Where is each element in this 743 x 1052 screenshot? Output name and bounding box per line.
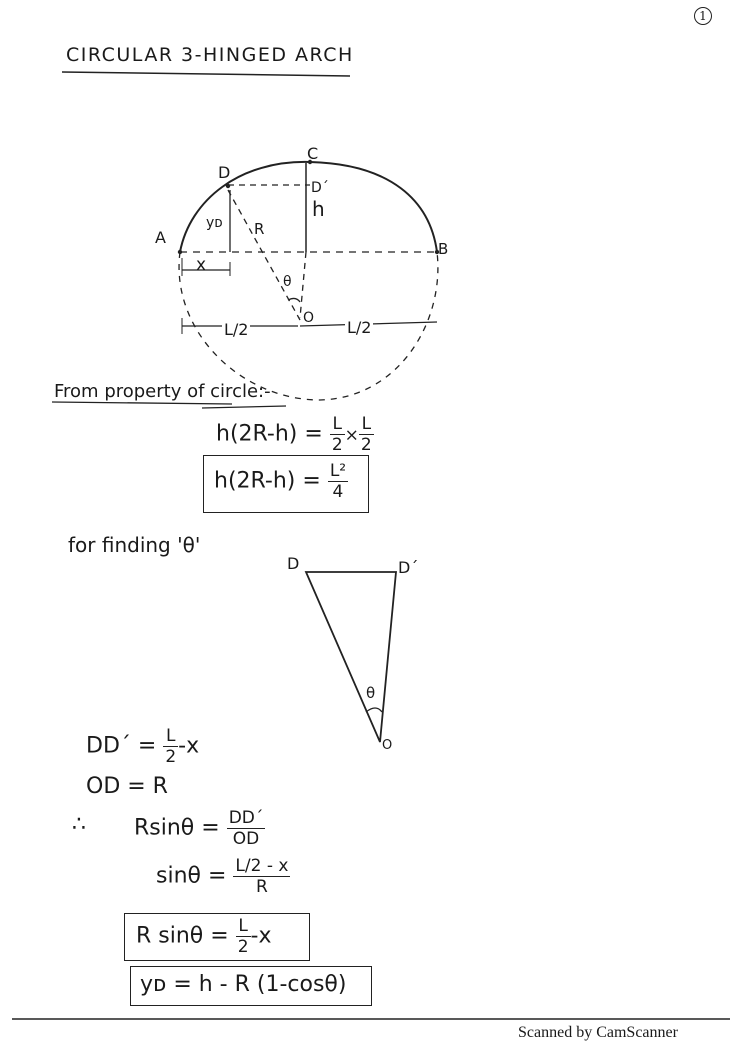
label-d: D: [218, 163, 231, 182]
eq1-left: h(2R-h) =: [216, 421, 323, 447]
boxed1-left: R sinθ =: [136, 923, 229, 949]
rsin-frac: [227, 808, 266, 849]
eq1-frac1: [330, 414, 345, 455]
boxed1-frac: [236, 916, 251, 957]
frac-num: L/2 - x: [235, 856, 289, 876]
frac-num: L: [330, 414, 345, 435]
times-sign: ×: [344, 425, 359, 446]
label-half-right: L/2: [347, 318, 372, 337]
label-h: h: [312, 197, 325, 221]
dd-frac: [163, 726, 178, 767]
theta-triangle: [306, 572, 396, 742]
frac-den: R: [256, 877, 268, 897]
page-title: CIRCULAR 3-HINGED ARCH: [66, 44, 354, 66]
property-eq1: [216, 414, 374, 455]
label-d-prime: D´: [311, 180, 329, 196]
finding-heading: for finding 'θ': [68, 533, 201, 557]
tri-label-d: D: [287, 554, 300, 573]
scanner-watermark: Scanned by CamScanner: [518, 1024, 678, 1041]
label-o: O: [303, 310, 315, 326]
frac-num: L: [163, 726, 178, 747]
eq2-left: h(2R-h) =: [214, 468, 321, 494]
label-yd: yᴅ: [206, 215, 223, 231]
frac-den: 2: [360, 435, 372, 455]
label-x: x: [196, 255, 207, 275]
label-half-left: L/2: [224, 320, 249, 339]
dd-left: DD´ =: [86, 733, 157, 759]
frac-num: L²: [329, 461, 347, 481]
tri-label-o: O: [382, 738, 393, 753]
label-r: R: [254, 220, 265, 238]
frac-den: 2: [237, 937, 249, 957]
tri-label-theta: θ: [366, 684, 376, 702]
frac-num: DD´: [228, 808, 264, 828]
tri-label-d-prime: D´: [398, 558, 419, 577]
frac-den: OD: [232, 829, 260, 849]
frac-num: L: [236, 916, 251, 937]
boxed1-equation: [136, 916, 271, 957]
boxed1-right: -x: [250, 923, 272, 949]
od-equation: OD = R: [86, 774, 168, 799]
therefore-symbol: ∴: [72, 812, 86, 837]
property-heading: From property of circle:-: [54, 381, 271, 402]
dd-equation: [86, 726, 199, 767]
label-b: B: [438, 240, 449, 258]
dd-right: -x: [178, 733, 200, 759]
eq1-frac2: [359, 414, 374, 455]
eq2-frac: [328, 461, 348, 502]
rsin-left: Rsinθ =: [134, 815, 220, 841]
page-number: 1: [694, 7, 712, 25]
frac-den: 2: [331, 435, 343, 455]
boxed2-equation: yᴅ = h - R (1-cosθ): [140, 972, 347, 997]
label-c: C: [307, 144, 319, 163]
label-a: A: [155, 228, 166, 247]
frac-den: 4: [332, 482, 344, 502]
sin-left: sinθ =: [156, 863, 227, 889]
frac-den: 2: [165, 747, 177, 767]
rsin-equation: [134, 808, 265, 849]
frac-num: L: [359, 414, 374, 435]
sin-equation: [156, 856, 290, 897]
label-theta: θ: [283, 274, 292, 290]
sin-frac: [233, 856, 290, 897]
property-eq2: [214, 461, 348, 502]
